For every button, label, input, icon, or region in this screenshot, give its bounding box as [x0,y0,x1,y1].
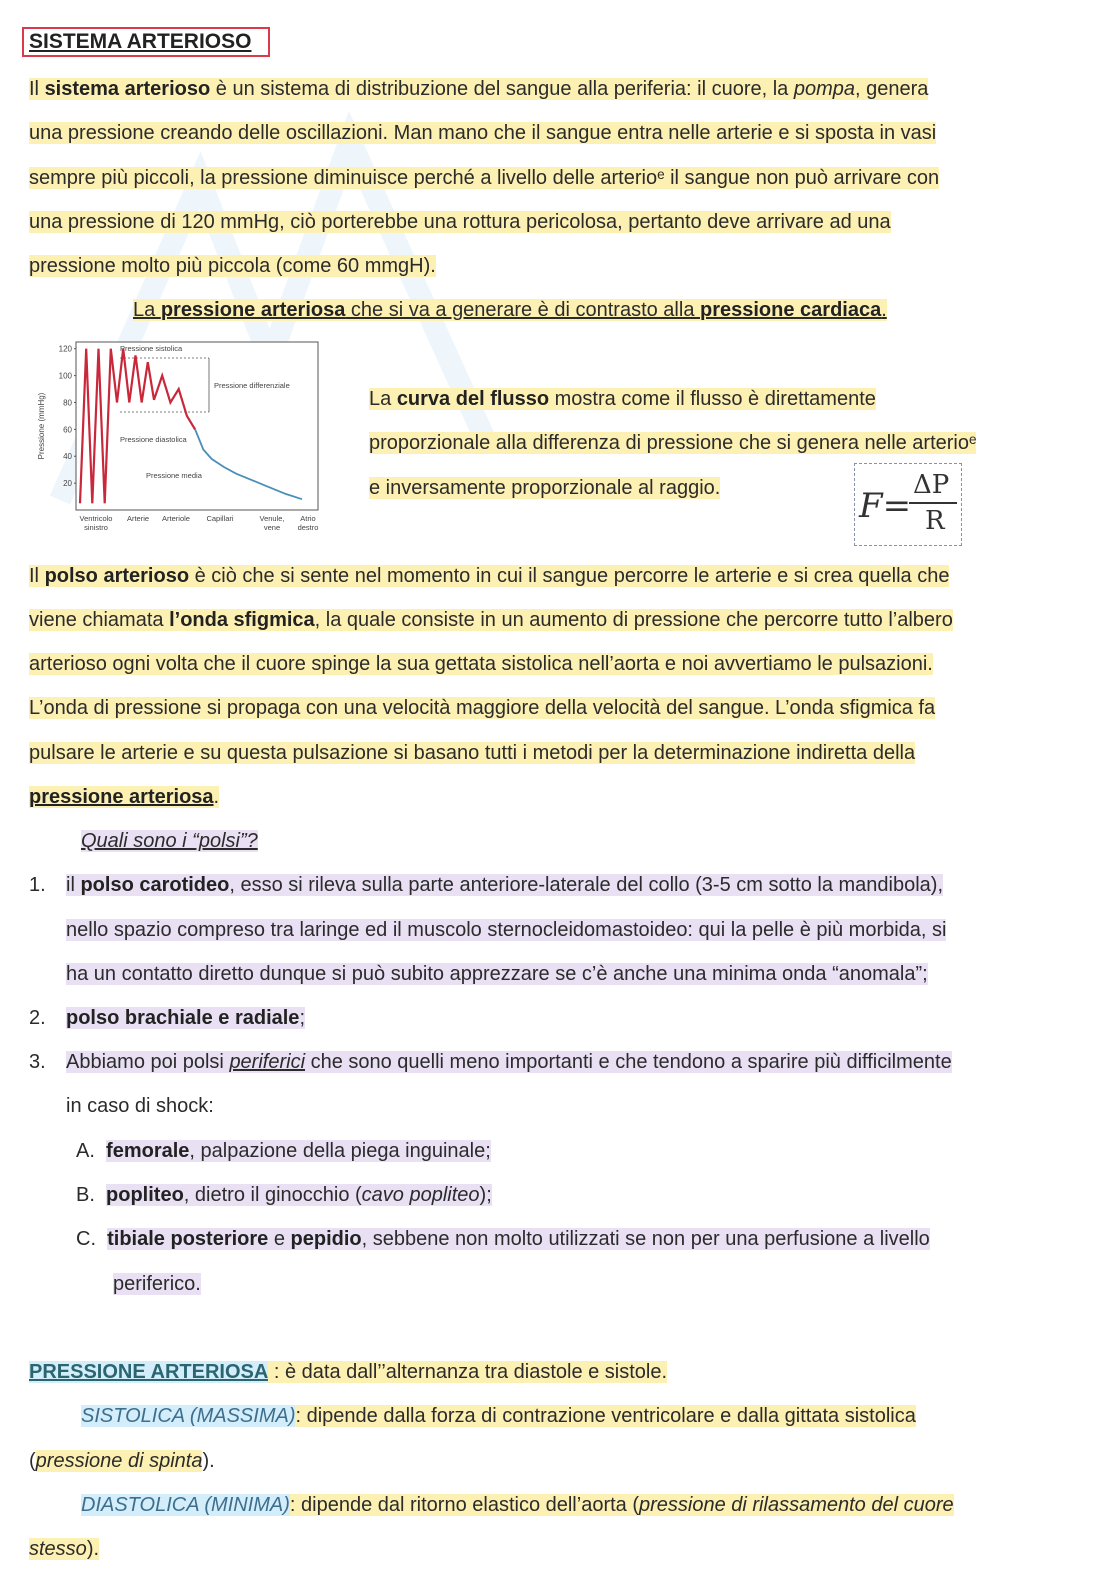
y-tick-label: 60 [63,425,72,435]
sistolica-line-2: (pressione di spinta). [29,1450,215,1472]
sub-item-b: B. popliteo, dietro il ginocchio (cavo popliteo); [76,1184,492,1206]
polsi-item-1-line-1: il polso carotideo, esso si rileva sulla parte anteriore-laterale del collo (3-5 cm sotto la mandibola), [66,874,944,896]
intro-line-4: una pressione di 120 mmHg, ciò porterebbe una rottura pericolosa, pertanto deve arrivare ad una [29,211,891,233]
pulse-line-3: arterioso ogni volta che il cuore spinge la sua gettata sistolica nell’aorta e noi avvertiamo le pulsazioni. [29,653,933,675]
annotation-mean: Pressione media [146,471,202,480]
list-number-1: 1. [29,874,46,896]
x-category-label: Atrio destro [297,514,319,532]
pressure-chart [34,338,334,538]
polsi-item-3-line-2: in caso di shock: [66,1095,214,1117]
annotation-differential: Pressione differenziale [214,381,290,390]
y-tick-label: 100 [58,371,72,381]
flow-formula: F= ΔP R [854,463,962,546]
section-title: SISTEMA ARTERIOSO [22,27,270,57]
annotation-systolic: Pressione sistolica [120,344,183,353]
sub-item-a: A. femorale, palpazione della piega inguinale; [76,1140,491,1162]
pulse-line-5: pulsare le arterie e su questa pulsazione si basano tutti i metodi per la determinazione indiretta della [29,742,916,764]
pulse-line-4: L’onda di pressione si propaga con una velocità maggiore della velocità del sangue. L’onda sfigmica fa [29,697,936,719]
intro-line-3: sempre più piccoli, la pressione diminuisce perché a livello delle arterioᵉ il sangue non può arrivare con [29,167,940,189]
intro-line-5: pressione molto più piccola (come 60 mmgH). [29,255,436,277]
intro-line-2: una pressione creando delle oscillazioni. Man mano che il sangue entra nelle arterie e si sposta in vasi [29,122,937,144]
polsi-item-1-line-3: ha un contatto diretto dunque si può subito apprezzare se c’è anche una minima onda “anomala”; [66,963,928,985]
diastolica-line-2: stesso). [29,1538,100,1560]
y-axis-label: Pressione (mmHg) [37,392,46,460]
y-tick-label: 120 [58,344,72,354]
polsi-item-2: polso brachiale e radiale; [66,1007,305,1029]
y-tick-label: 80 [63,398,72,408]
polsi-item-1-line-2: nello spazio compreso tra laringe ed il muscolo sternocleidomastoideo: qui la pelle è più morbida, si [66,919,947,941]
x-category-label: Arterie [126,514,150,523]
polsi-item-3-line-1: Abbiamo poi polsi periferici che sono quelli meno importanti e che tendono a sparire più difficilmente [66,1051,952,1073]
contrast-statement: La pressione arteriosa che si va a generare è di contrasto alla pressione cardiaca. [133,299,887,321]
sistolica-line-1: SISTOLICA (MASSIMA): dipende dalla forza di contrazione ventricolare e dalla gittata sistolica [81,1405,916,1427]
pressione-heading-line: PRESSIONE ARTERIOSA : è data dall’’alternanza tra diastole e sistole. [29,1361,668,1383]
x-category-label: Capillari [206,514,234,523]
polsi-question: Quali sono i “polsi”? [81,830,258,852]
flow-line-1: La curva del flusso mostra come il flusso è direttamente [369,388,876,410]
y-tick-label: 40 [63,452,72,462]
x-category-label: Venule, vene [259,514,285,532]
sub-item-c-line-2: periferico. [113,1273,201,1295]
x-category-label: Ventricolo sinistro [79,514,113,532]
flow-line-2: proporzionale alla differenza di pressione che si genera nelle arterioᵉ [369,432,977,454]
flow-line-3: e inversamente proporzionale al raggio. [369,477,721,499]
list-number-2: 2. [29,1007,46,1029]
diastolica-line-1: DIASTOLICA (MINIMA): dipende dal ritorno elastico dell’aorta (pressione di rilassamento del cuore [81,1494,954,1516]
list-number-3: 3. [29,1051,46,1073]
y-tick-label: 20 [63,479,72,489]
pulse-line-1: Il polso arterioso è ciò che si sente nel momento in cui il sangue percorre le arterie e si crea quella che [29,565,950,587]
pulse-line-6: pressione arteriosa. [29,786,220,808]
x-category-label: Arteriole [162,514,190,523]
pulse-line-2: viene chiamata l’onda sfigmica, la quale consiste in un aumento di pressione che percorre tutto l’albero [29,609,953,631]
intro-line-1: Il sistema arterioso è un sistema di distribuzione del sangue alla periferia: il cuore, la pompa, genera [29,78,929,100]
annotation-diastolic: Pressione diastolica [120,435,187,444]
sub-item-c-line-1: C. tibiale posteriore e pepidio, sebbene non molto utilizzati se non per una perfusione a livello [76,1228,930,1250]
